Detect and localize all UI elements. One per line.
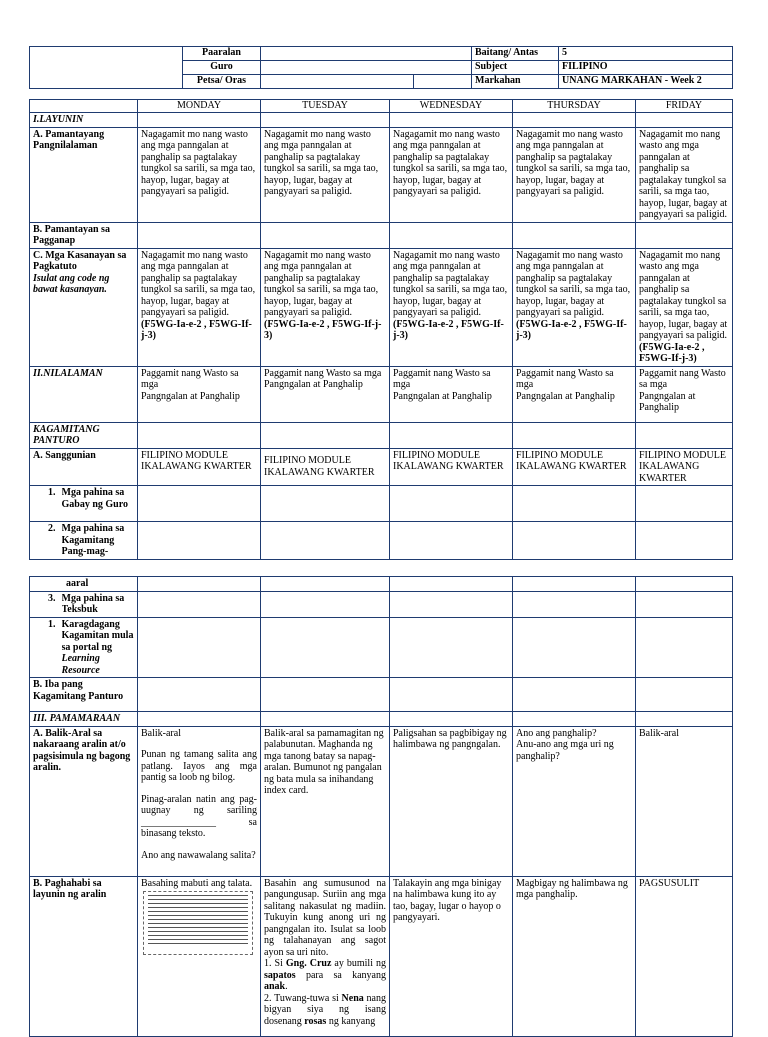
- teksbuk-label: 3. Mga pahina sa Teksbuk: [30, 591, 138, 617]
- sanggunian-label: A. Sanggunian: [30, 448, 138, 486]
- nilalaman-fri: Paggamit nang Wasto sa mga Pangngalan at Panghalip: [636, 366, 733, 422]
- nilalaman-heading: II.NILALAMAN: [30, 366, 138, 422]
- kasanayan-thu: Nagagamit mo nang wasto ang mga panngalan at panghalip sa pagtalakay tungkol sa sarili, sa mga tao, hayop, lugar, bagay at pangyayari sa paligid. (F5WG-Ia-e-2 , F5WG-If-j-3): [513, 248, 636, 366]
- header-table: [29, 46, 733, 89]
- sanggunian-fri: FILIPINO MODULE IKALAWANG KWARTER: [636, 448, 733, 486]
- nilalaman-wed: Paggamit nang Wasto sa mga Pangngalan at Panghalip: [390, 366, 513, 422]
- kasanayan-mon: Nagagamit mo nang wasto ang mga panngalan at panghalip sa pagtalakay tungkol sa sarili, sa mga tao, hayop, lugar, bagay at pangyayari sa paligid. (F5WG-Ia-e-2 , F5WG-If-j-3): [138, 248, 261, 366]
- kagamitang-pang-mag-label: 2. Mga pahina sa Kagamitang Pang-mag-: [30, 522, 138, 560]
- kasanayan-fri: Nagagamit mo nang wasto ang mga panngalan at panghalip sa pagtalakay tungkol sa sarili, sa mga tao, hayop, lugar, bagay at pangyayari sa paligid. (F5WG-Ia-e-2 , F5WG-If-j-3): [636, 248, 733, 366]
- sanggunian-mon: FILIPINO MODULE IKALAWANG KWARTER: [138, 448, 261, 486]
- paghahabi-fri: PAGSUSULIT: [636, 876, 733, 1036]
- paghahabi-thu: Magbigay ng halimbawa ng mga panghalip.: [513, 876, 636, 1036]
- subject-value: FILIPINO: [559, 61, 733, 75]
- markahan-label: Markahan: [472, 75, 559, 89]
- day-header-monday: MONDAY: [138, 100, 261, 113]
- balik-aral-fri: Balik-aral: [636, 726, 733, 876]
- gabay-guro-label: 1. Mga pahina sa Gabay ng Guro: [30, 486, 138, 522]
- baitang-label: Baitang/ Antas: [472, 47, 559, 61]
- sanggunian-thu: FILIPINO MODULE IKALAWANG KWARTER: [513, 448, 636, 486]
- balik-aral-label: A. Balik-Aral sa nakaraang aralin at/o pagsisimula ng bagong aralin.: [30, 726, 138, 876]
- balik-aral-wed: Paligsahan sa pagbibigay ng halimbawa ng pangngalan.: [390, 726, 513, 876]
- kasanayan-code-mon: (F5WG-Ia-e-2 , F5WG-If-j-3): [141, 318, 252, 341]
- day-header-tuesday: TUESDAY: [261, 100, 390, 113]
- talata-image: [143, 891, 253, 955]
- baitang-value: 5: [559, 47, 733, 61]
- pamamaraan-heading: III. PAMAMARAAN: [30, 712, 138, 727]
- paghahabi-tue: Basahin ang sumusunod na pangungusap. Suriin ang mga salitang nakasulat ng madiin. Tukuyin kung anong uri ng pangngalan ito. Isulat sa loob ng talahanayan ang sagot ayon sa uri nito. 1. Si Gng. Cruz ay bumili ng sapatos para sa kanyang anak. 2. Tuwang-tuwa si Nena nang bigyan siya ng isang dosenang rosas ng kanyang: [261, 876, 390, 1036]
- pamantayang-wed: Nagagamit mo nang wasto ang mga panngalan at panghalip sa pagtalakay tungkol sa sarili, sa mga tao, hayop, lugar, bagay at pangyayari sa paligid.: [390, 127, 513, 222]
- subject-label: Subject: [472, 61, 559, 75]
- oras-value[interactable]: [414, 75, 472, 89]
- corner-cell: [30, 100, 138, 113]
- learning-resource-text: Learning Resource: [61, 653, 100, 676]
- mga-kasanayan-cell: [30, 248, 138, 366]
- pamantayang-fri: Nagagamit mo nang wasto ang mga panngalan at panghalip sa pagtalakay tungkol sa sarili, sa mga tao, hayop, lugar, bagay at pangyayari sa paligid.: [636, 127, 733, 222]
- paghahabi-wed: Talakayin ang mga binigay na halimbawa kung ito ay tao, bagay, lugar o hayop o pangyayari.: [390, 876, 513, 1036]
- pamantayang-thu: Nagagamit mo nang wasto ang mga panngalan at panghalip sa pagtalakay tungkol sa sarili, sa mga tao, hayop, lugar, bagay at pangyayari sa paligid.: [513, 127, 636, 222]
- day-header-wednesday: WEDNESDAY: [390, 100, 513, 113]
- sanggunian-wed: FILIPINO MODULE IKALAWANG KWARTER: [390, 448, 513, 486]
- nilalaman-tue: Paggamit nang Wasto sa mga Pangngalan at Panghalip: [261, 366, 390, 422]
- balik-aral-thu: Ano ang panghalip? Anu-ano ang mga uri ng panghalip?: [513, 726, 636, 876]
- day-header-thursday: THURSDAY: [513, 100, 636, 113]
- guro-label: Guro: [183, 61, 261, 75]
- mga-kasanayan-note: Isulat ang code ng bawat kasanayan.: [33, 272, 110, 295]
- kasanayan-code-tue: (F5WG-Ia-e-2 , F5WG-If-j-3): [264, 318, 382, 341]
- markahan-value: UNANG MARKAHAN - Week 2: [559, 75, 733, 89]
- paaralan-value[interactable]: [261, 47, 472, 61]
- karagdagang-label: 1. Karagdagang Kagamitan mula sa portal ng Learning Resource: [30, 617, 138, 678]
- lesson-plan-table-page2: [29, 576, 733, 1037]
- mga-kasanayan-label: C. Mga Kasanayan sa Pagkatuto: [33, 249, 127, 272]
- petsa-label: Petsa/ Oras: [183, 75, 261, 89]
- guro-value[interactable]: [261, 61, 472, 75]
- nilalaman-thu: Paggamit nang Wasto sa mga Pangngalan at Panghalip: [513, 366, 636, 422]
- lesson-plan-table-page1: [29, 99, 733, 560]
- kasanayan-tue: Nagagamit mo nang wasto ang mga panngalan at panghalip sa pagtalakay tungkol sa sarili, sa mga tao, hayop, lugar, bagay at pangyayari sa paligid. (F5WG-Ia-e-2 , F5WG-If-j-3): [261, 248, 390, 366]
- balik-aral-tue: Balik-aral sa pamamagitan ng palabunutan. Maghanda ng mga tanong batay sa napag-aralan. Bumunot ng pangalan ng bata mula sa inihandang index card.: [261, 726, 390, 876]
- paghahabi-mon: Basahing mabuti ang talata.: [138, 876, 261, 1036]
- petsa-value[interactable]: [261, 75, 414, 89]
- pamantayang-mon: Nagagamit mo nang wasto ang mga panngalan at panghalip sa pagtalakay tungkol sa sarili, sa mga tao, hayop, lugar, bagay at pangyayari sa paligid.: [138, 127, 261, 222]
- kasanayan-wed: Nagagamit mo nang wasto ang mga panngalan at panghalip sa pagtalakay tungkol sa sarili, sa mga tao, hayop, lugar, bagay at pangyayari sa paligid. (F5WG-Ia-e-2 , F5WG-If-j-3): [390, 248, 513, 366]
- paaralan-label: Paaralan: [183, 47, 261, 61]
- kasanayan-code-thu: (F5WG-Ia-e-2 , F5WG-If-j-3): [516, 318, 627, 341]
- kasanayan-code-wed: (F5WG-Ia-e-2 , F5WG-If-j-3): [393, 318, 504, 341]
- paghahabi-label: B. Paghahabi sa layunin ng aralin: [30, 876, 138, 1036]
- kasanayan-code-fri: (F5WG-Ia-e-2 , F5WG-If-j-3): [639, 341, 705, 364]
- iba-pang-label: B. Iba pang Kagamitang Panturo: [30, 678, 138, 712]
- balik-aral-mon: Balik-aral Punan ng tamang salita ang patlang. Iayos ang mga pantig sa loob ng bilog. Pinag-aralan natin ang pag-uugnay ng sariling _______________ sa binasang teksto. Ano ang nawawalang salita?: [138, 726, 261, 876]
- layunin-heading: I.LAYUNIN: [30, 113, 138, 128]
- pamantayang-tue: Nagagamit mo nang wasto ang mga panngalan at panghalip sa pagtalakay tungkol sa sarili, sa mga tao, hayop, lugar, bagay at pangyayari sa paligid.: [261, 127, 390, 222]
- pamantayan-sa-pagganap-label: B. Pamantayan sa Pagganap: [30, 222, 138, 248]
- header-blank-cell: [30, 47, 183, 89]
- aaral-label: aaral: [30, 577, 138, 592]
- pamantayang-pangnilalaman-label: A. Pamantayang Pangnilalaman: [30, 127, 138, 222]
- kagamitang-panturo-heading: KAGAMITANG PANTURO: [30, 422, 138, 448]
- sanggunian-tue: FILIPINO MODULE IKALAWANG KWARTER: [261, 448, 390, 486]
- nilalaman-mon: Paggamit nang Wasto sa mga Pangngalan at Panghalip: [138, 366, 261, 422]
- day-header-friday: FRIDAY: [636, 100, 733, 113]
